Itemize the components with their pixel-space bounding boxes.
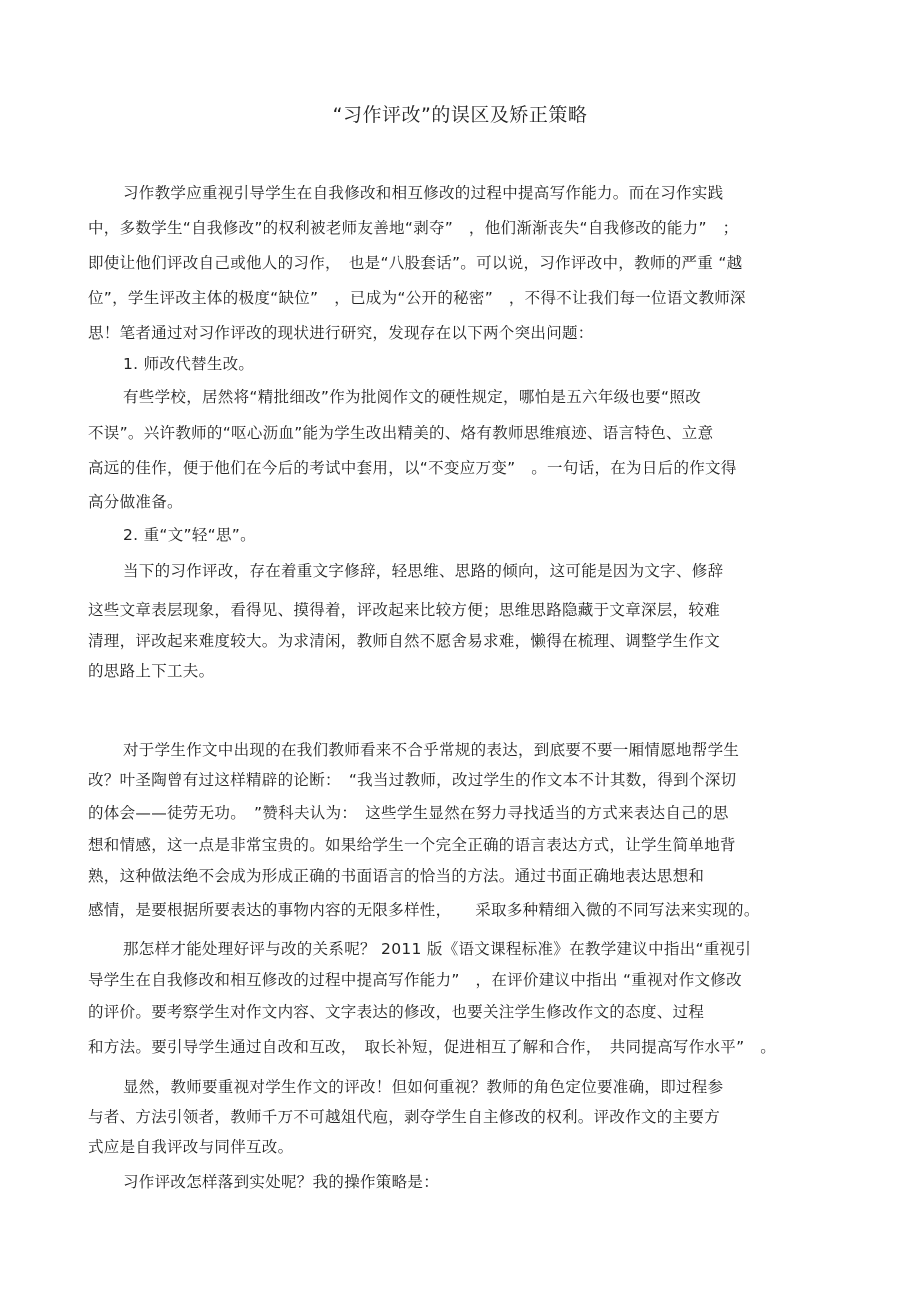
text-line: 显然，教师要重视对学生作文的评改！但如何重视？教师的角色定位要准确，即过程参	[123, 1078, 724, 1096]
text-line: 习作评改怎样落到实处呢？我的操作策略是：	[123, 1173, 440, 1191]
text-line: 的思路上下工夫。	[88, 662, 215, 680]
text-line: 和方法。要引导学生通过自改和互改， 取长补短，促进相互了解和合作， 共同提高写作水平” 。	[88, 1038, 777, 1056]
text-line: 有些学校，居然将“精批细改”作为批阅作文的硬性规定，哪怕是五六年级也要“照改	[123, 388, 701, 406]
text-line: 感情，是要根据所要表达的事物内容的无限多样性， 采取多种精细入微的不同写法来实现的。	[88, 901, 760, 919]
text-line: 不误”。兴许教师的“呕心沥血”能为学生改出精美的、烙有教师思维痕迹、语言特色、立意	[88, 424, 714, 442]
text-line: 导学生在自我修改和相互修改的过程中提高写作能力” ，在评价建议中指出 “重视对作文修改	[88, 971, 742, 989]
text-line: 习作教学应重视引导学生在自我修改和相互修改的过程中提高写作能力。而在习作实践	[123, 184, 724, 202]
section-heading: 1. 师改代替生改。	[123, 355, 255, 373]
text-line: 想和情感，这一点是非常宝贵的。如果给学生一个完全正确的语言表达方式，让学生简单地背	[88, 836, 736, 854]
text-line: 高远的佳作，便于他们在今后的考试中套用，以“不变应万变” 。一句话，在为日后的作文得	[88, 459, 737, 477]
text-line: 熟，这种做法绝不会成为形成正确的书面语言的恰当的方法。通过书面正确地表达思想和	[88, 867, 705, 885]
text-line: 位”，学生评改主体的极度“缺位” ，已成为“公开的秘密” ，不得不让我们每一位语文教师深	[88, 289, 746, 307]
section-heading: 2. 重“文”轻“思”。	[123, 526, 256, 544]
text-line: 改？叶圣陶曾有过这样精辟的论断： “我当过教师，改过学生的作文本不计其数，得到个深切	[88, 771, 737, 789]
text-line: 式应是自我评改与同伴互改。	[88, 1138, 294, 1156]
text-line: 思！笔者通过对习作评改的现状进行研究，发现存在以下两个突出问题：	[88, 324, 594, 342]
text-line: 那怎样才能处理好评与改的关系呢？ 2011 版《语文课程标准》在教学建议中指出“重视引	[123, 940, 752, 958]
text-line: 对于学生作文中出现的在我们教师看来不合乎常规的表达，到底要不要一厢情愿地帮学生	[123, 741, 740, 759]
text-line: 的体会——徒劳无功。 ”赞科夫认为： 这些学生显然在努力寻找适当的方式来表达自己的思	[88, 804, 729, 822]
text-line: 高分做准备。	[88, 493, 183, 511]
text-line: 这些文章表层现象，看得见、摸得着，评改起来比较方便；思维思路隐藏于文章深层，较难	[88, 601, 721, 619]
text-line: 当下的习作评改，存在着重文字修辞，轻思维、思路的倾向，这可能是因为文字、修辞	[123, 562, 724, 580]
text-line: 的评价。要考察学生对作文内容、文字表达的修改，也要关注学生修改作文的态度、过程	[88, 1003, 705, 1021]
text-line: 中，多数学生“自我修改”的权利被老师友善地“剥夺” ，他们渐渐丧失“自我修改的能力” ；	[88, 219, 739, 237]
text-line: 清理，评改起来难度较大。为求清闲，教师自然不愿舍易求难，懒得在梳理、调整学生作文	[88, 632, 721, 650]
document-title: “习作评改”的误区及矫正策略	[332, 104, 588, 126]
text-line: 即使让他们评改自己或他人的习作， 也是“八股套话”。可以说，习作评改中，教师的严重 “越	[88, 254, 743, 272]
text-line: 与者、方法引领者，教师千万不可越俎代庖，剥夺学生自主修改的权利。评改作文的主要方	[88, 1108, 721, 1126]
